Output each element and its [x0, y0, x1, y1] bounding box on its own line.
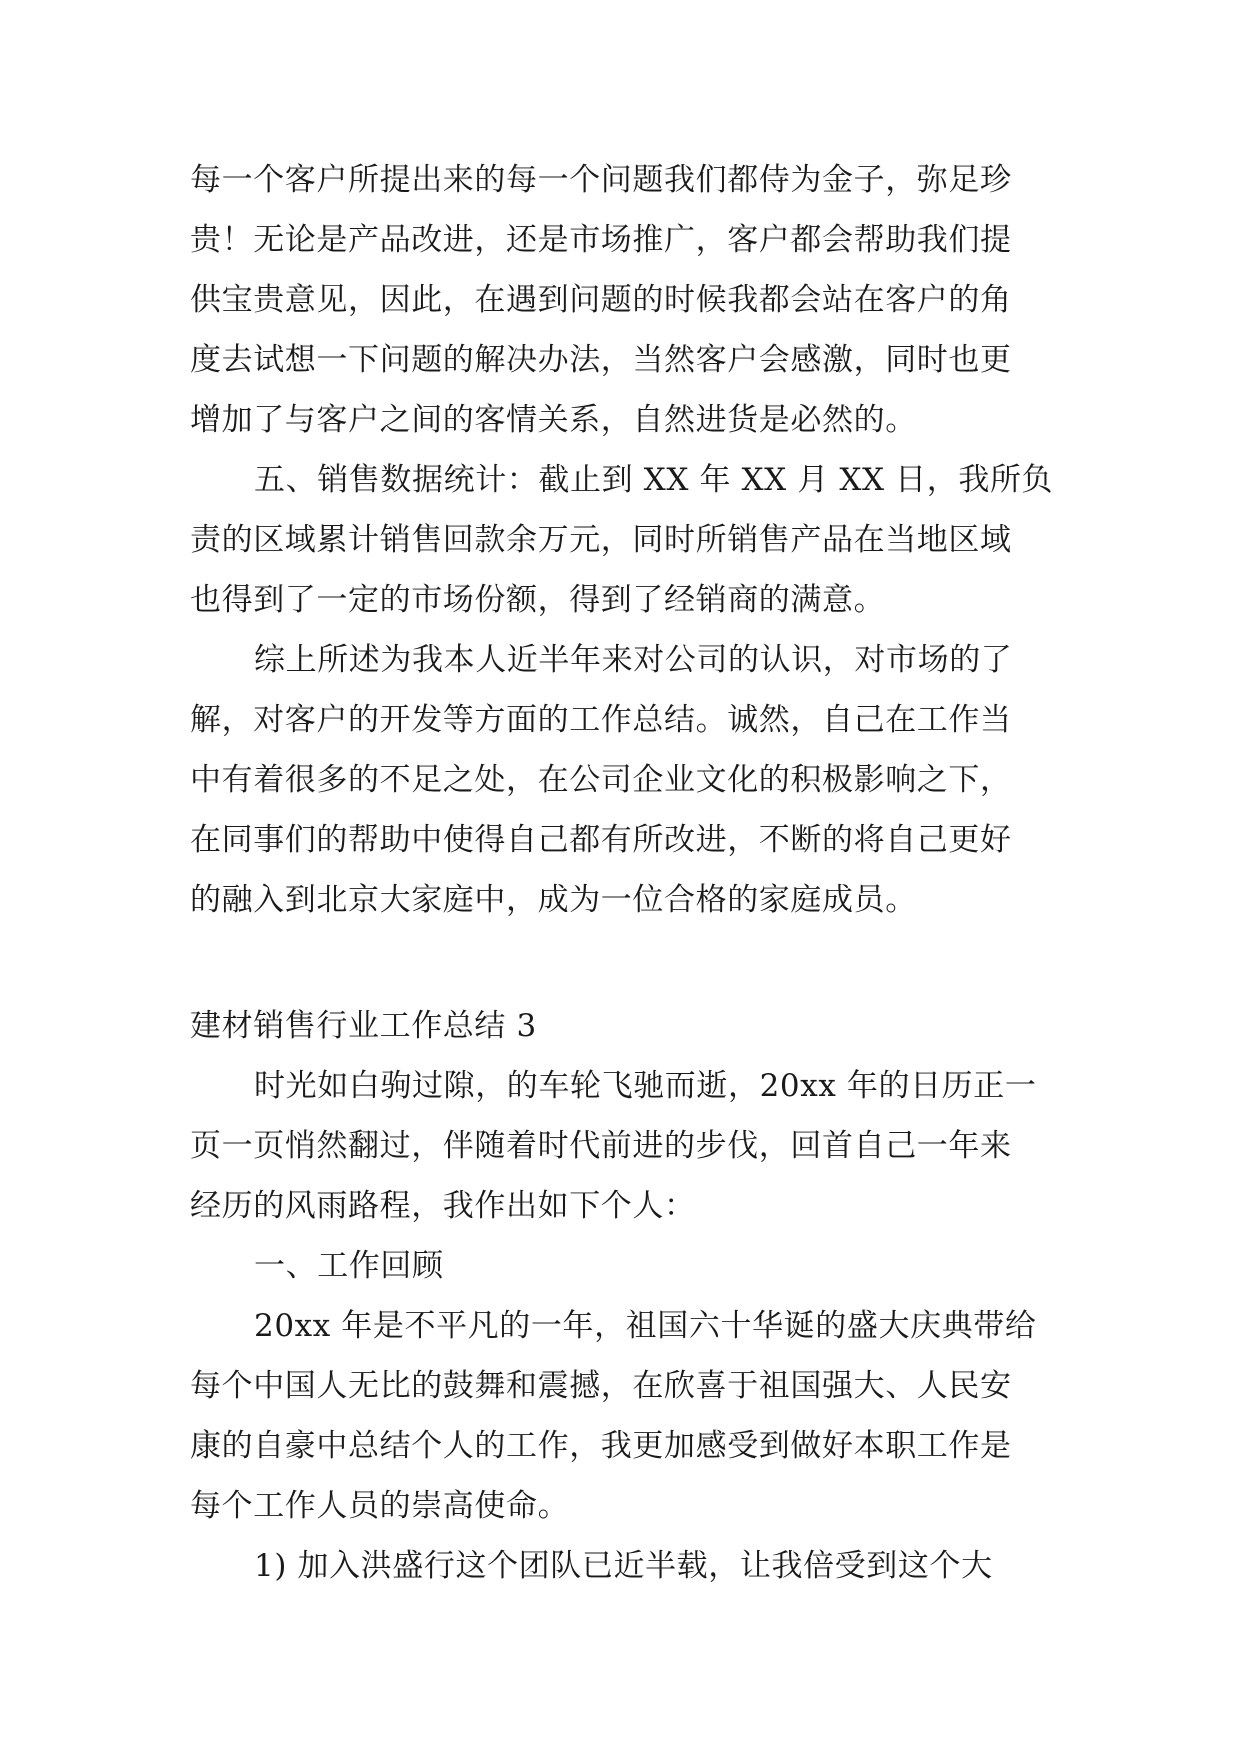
paragraph-work-review — [190, 1296, 1070, 1536]
text-line: 度去试想一下问题的解决办法，当然客户会感激，同时也更 — [190, 342, 1012, 378]
text-line: 在同事们的帮助中使得自己都有所改进，不断的将自己更好 — [190, 822, 1012, 858]
text-line: 的融入到北京大家庭中，成为一位合格的家庭成员。 — [190, 882, 917, 918]
text-line: 解，对客户的开发等方面的工作总结。诚然，自己在工作当 — [190, 702, 1012, 738]
paragraph-customer-value — [190, 150, 1070, 450]
text-line: 增加了与客户之间的客情关系，自然进货是必然的。 — [190, 402, 917, 438]
paragraph-summary — [190, 630, 1070, 930]
paragraph-item-1 — [190, 1536, 1070, 1596]
text-line: 中有着很多的不足之处，在公司企业文化的积极影响之下， — [190, 762, 1012, 798]
section-spacer — [190, 930, 1070, 996]
text-line: 每个工作人员的崇高使命。 — [190, 1488, 570, 1524]
text-line: 供宝贵意见，因此，在遇到问题的时候我都会站在客户的角 — [190, 282, 1012, 318]
paragraph-intro — [190, 1056, 1070, 1236]
text-line: 20xx 年是不平凡的一年，祖国六十华诞的盛大庆典带给 — [254, 1308, 1037, 1344]
document-page — [190, 150, 1070, 1596]
text-line: 每一个客户所提出来的每一个问题我们都侍为金子，弥足珍 — [190, 162, 1012, 198]
text-line: 时光如白驹过隙，的车轮飞驰而逝，20xx 年的日历正一 — [254, 1068, 1037, 1104]
text-line: 五、销售数据统计：截止到 XX 年 XX 月 XX 日，我所负 — [254, 462, 1054, 498]
text-line: 每个中国人无比的鼓舞和震撼，在欣喜于祖国强大、人民安 — [190, 1368, 1012, 1404]
text-line: 责的区域累计销售回款余万元，同时所销售产品在当地区域 — [190, 522, 1012, 558]
paragraph-sales-statistics — [190, 450, 1070, 630]
text-line: 综上所述为我本人近半年来对公司的认识，对市场的了 — [254, 642, 1013, 678]
text-line: 经历的风雨路程，我作出如下个人： — [190, 1188, 696, 1224]
text-line: 页一页悄然翻过，伴随着时代前进的步伐，回首自己一年来 — [190, 1128, 1012, 1164]
text-line: 1) 加入洪盛行这个团队已近半载，让我倍受到这个大 — [254, 1548, 993, 1584]
text-line: 康的自豪中总结个人的工作，我更加感受到做好本职工作是 — [190, 1428, 1012, 1464]
text-line: 贵！无论是产品改进，还是市场推广，客户都会帮助我们提 — [190, 222, 1012, 258]
section-heading: 建材销售行业工作总结 3 — [190, 1008, 537, 1044]
subsection-heading: 一、工作回顾 — [254, 1248, 444, 1284]
text-line: 也得到了一定的市场份额，得到了经销商的满意。 — [190, 582, 886, 618]
